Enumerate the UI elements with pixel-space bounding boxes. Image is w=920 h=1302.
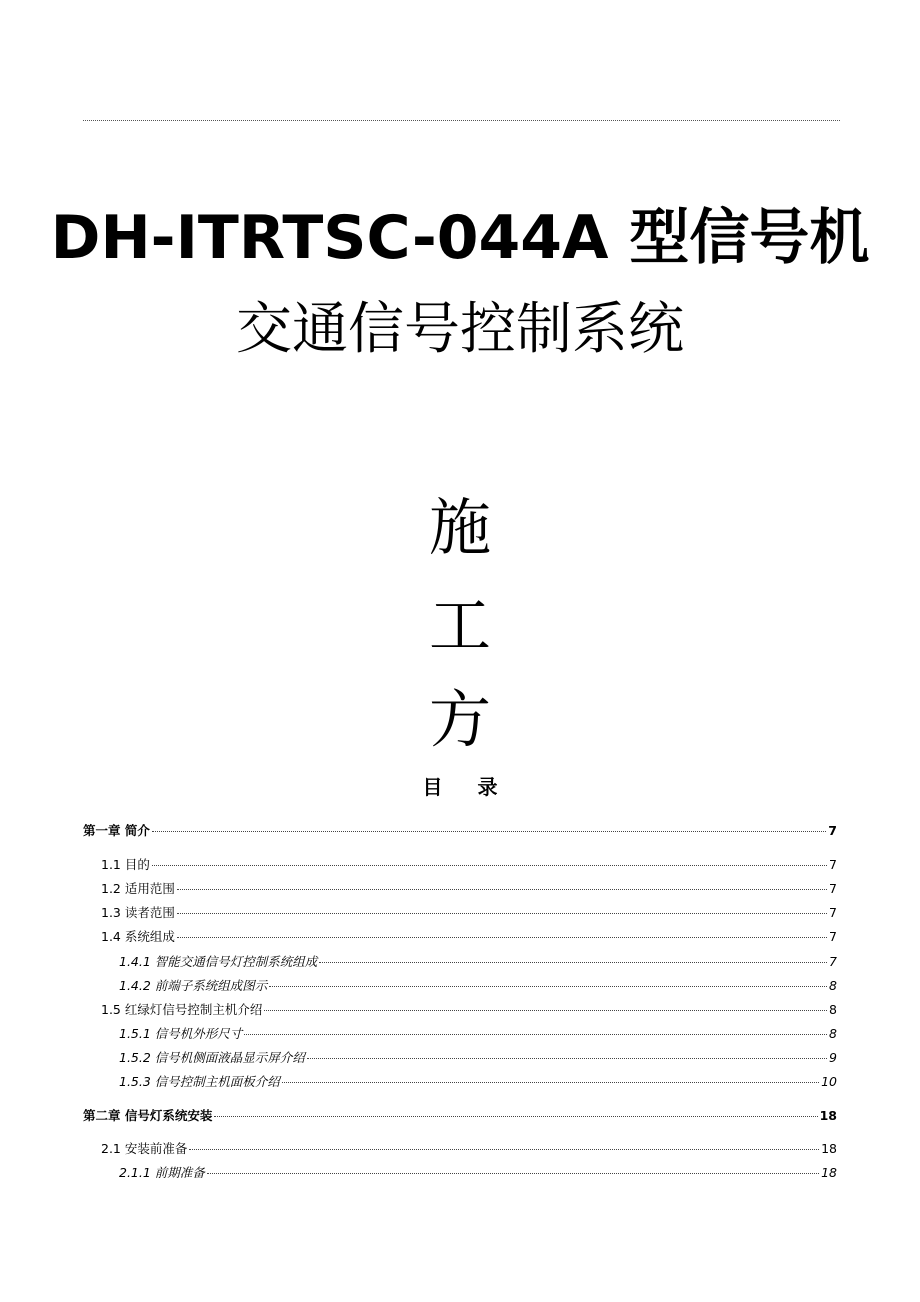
toc-leader — [244, 1034, 827, 1035]
toc-entry-chapter-1[interactable] — [83, 822, 837, 840]
toc-entry-label: 第二章 信号灯系统安装 — [83, 1108, 213, 1123]
document-title-line-1: DH-ITRTSC-044A 型信号机 — [50, 203, 870, 273]
subtitle-char-2: 工 — [428, 589, 491, 662]
document-title-line-2: 交通信号控制系统 — [236, 297, 684, 362]
toc-entry-label: 1.3 读者范围 — [101, 905, 175, 920]
toc-entry-page: 18 — [821, 1165, 837, 1180]
toc-entry-1-5-2[interactable] — [83, 1049, 837, 1067]
toc-entry-page: 8 — [829, 1026, 837, 1041]
toc-leader — [177, 937, 827, 938]
subtitle-char-3: 方 — [428, 683, 491, 756]
toc-entry-1-5-1[interactable] — [83, 1025, 837, 1043]
toc-entry-page: 8 — [829, 1002, 837, 1017]
header-divider — [83, 120, 840, 121]
toc-leader — [189, 1149, 819, 1150]
toc-leader — [177, 913, 827, 914]
toc-entry-page: 10 — [821, 1074, 837, 1089]
subtitle-char-1: 施 — [428, 491, 491, 564]
toc-entry-1-4-1[interactable] — [83, 953, 837, 971]
toc-leader — [152, 865, 827, 866]
toc-entry-page: 7 — [829, 929, 837, 944]
toc-entry-page: 9 — [829, 1050, 837, 1065]
toc-leader — [152, 831, 826, 832]
toc-leader — [177, 889, 827, 890]
toc-entry-label: 1.5.3 信号控制主机面板介绍 — [119, 1074, 280, 1089]
toc-leader — [207, 1173, 819, 1174]
toc-entry-page: 8 — [829, 978, 837, 993]
toc-entry-label: 1.5.1 信号机外形尺寸 — [119, 1026, 243, 1041]
toc-entry-1-3[interactable] — [83, 904, 837, 922]
toc-entry-1-5[interactable] — [83, 1001, 837, 1019]
toc-entry-page: 7 — [829, 954, 837, 969]
toc-entry-1-4[interactable] — [83, 928, 837, 946]
toc-entry-label: 1.4.1 智能交通信号灯控制系统组成 — [119, 954, 318, 969]
toc-leader — [307, 1058, 827, 1059]
toc-entry-1-5-3[interactable] — [83, 1073, 837, 1091]
toc-entry-page: 18 — [821, 1141, 837, 1156]
toc-leader — [319, 962, 827, 963]
toc-entry-label: 2.1 安装前准备 — [101, 1141, 188, 1156]
toc-entry-label: 2.1.1 前期准备 — [119, 1165, 205, 1180]
toc-entry-label: 1.5 红绿灯信号控制主机介绍 — [101, 1002, 263, 1017]
toc-entry-2-1-1[interactable] — [83, 1164, 837, 1182]
toc-entry-page: 7 — [828, 823, 837, 838]
toc-entry-label: 1.1 目的 — [101, 857, 150, 872]
toc-leader — [214, 1116, 817, 1117]
toc-heading: 目 录 — [422, 775, 512, 799]
toc-entry-page: 18 — [819, 1108, 837, 1123]
toc-entry-page: 7 — [829, 905, 837, 920]
toc-entry-label: 1.5.2 信号机侧面液晶显示屏介绍 — [119, 1050, 305, 1065]
toc-leader — [269, 986, 827, 987]
toc-entry-page: 7 — [829, 881, 837, 896]
toc-entry-label: 1.2 适用范围 — [101, 881, 175, 896]
toc-entry-page: 7 — [829, 857, 837, 872]
toc-entry-1-2[interactable] — [83, 880, 837, 898]
toc-entry-2-1[interactable] — [83, 1140, 837, 1158]
toc-leader — [282, 1082, 819, 1083]
toc-entry-label: 1.4.2 前端子系统组成图示 — [119, 978, 268, 993]
toc-entry-label: 1.4 系统组成 — [101, 929, 175, 944]
toc-entry-1-4-2[interactable] — [83, 977, 837, 995]
toc-entry-label: 第一章 简介 — [83, 823, 150, 838]
toc-leader — [264, 1010, 827, 1011]
toc-entry-chapter-2[interactable] — [83, 1107, 837, 1125]
toc-entry-1-1[interactable] — [83, 856, 837, 874]
